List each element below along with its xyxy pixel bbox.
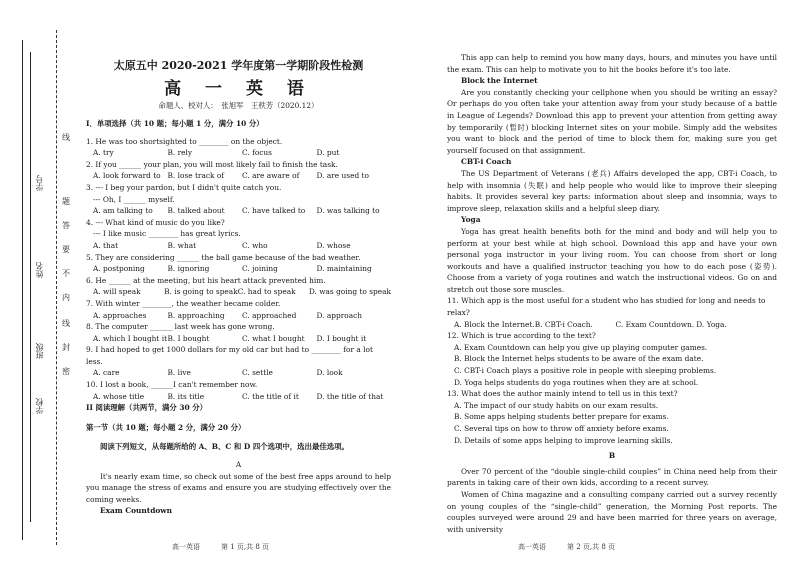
option: B. is going to speak — [164, 287, 238, 297]
right-column — [447, 52, 777, 535]
app-title-exam-countdown: Exam Countdown — [100, 506, 173, 516]
options-row — [86, 263, 391, 275]
option: C. joining — [242, 264, 278, 274]
option: B. Block the Internet helps students to be aware of the exam date. — [454, 354, 704, 364]
option: C. Exam Countdown. — [615, 319, 695, 329]
option: C. Several tips on how to throw off anxiety before exams. — [454, 424, 669, 433]
seal-char: 封 — [62, 343, 70, 352]
question-stem: 5. They are considering ______ the ball game because of the bad weather. — [86, 252, 361, 262]
option: C. who — [242, 240, 268, 250]
option: B. CBT-i Coach. — [534, 319, 593, 329]
app-title-block-internet: Block the Internet — [461, 76, 538, 86]
option: A. that — [93, 240, 119, 250]
seal-char: 题 — [62, 197, 70, 206]
option: A. will speak — [93, 287, 141, 297]
option: A. whose title — [93, 391, 145, 401]
left-column — [86, 0, 391, 517]
question-stem-line2: --- I like music ________ has great lyrics. — [93, 229, 241, 239]
option: D. was talking to — [316, 206, 380, 216]
option: D. I bought it — [316, 333, 367, 343]
part2-heading: II 阅读理解（共两节，满分 30 分） — [86, 403, 207, 413]
question-stem: 10. I lost a book, ______I can't remember now. — [86, 380, 258, 390]
question-stem: 7. With winter ________, the weather became colder. — [86, 298, 281, 308]
binding-margin — [0, 0, 75, 561]
option: B. Some apps helping students better prepare for exams. — [454, 412, 669, 422]
question-stem-line2: --- Oh, I ______ myself. — [93, 194, 175, 204]
page-footer-left: 高一英语 第 1 页,共 8 页 — [172, 543, 270, 551]
binding-rule — [22, 40, 23, 540]
option: C. what I bought — [242, 333, 305, 343]
option: B. its title — [167, 391, 205, 401]
option: A. look forward to — [93, 171, 161, 181]
question-stem: 11. Which app is the most useful for a student who has studied for long and needs to relax? — [447, 296, 766, 318]
seal-dashed-line — [56, 30, 57, 545]
app-title-cbt-coach: CBT-i Coach — [461, 157, 512, 167]
option: B. live — [167, 368, 191, 378]
option: D. approach — [316, 310, 363, 320]
option: B. I bought — [167, 333, 210, 343]
option: A. approaches — [93, 310, 147, 320]
options-row — [86, 333, 391, 345]
passage-label-a: A — [235, 460, 242, 470]
question-stem: 3. --- I beg your pardon, but I didn't quite catch you. — [86, 182, 282, 192]
question-stem: 8. The computer ______ last week has gone wrong. — [86, 322, 275, 332]
option: D. maintaining — [316, 264, 372, 274]
paragraph: This app can help to remind you how many days, hours, and minutes you have until the exam. This can help to motivate you to hit the books before it's too late. — [447, 53, 777, 74]
seal-char: 不 — [62, 269, 70, 278]
option: D. was going to speak — [308, 287, 391, 297]
school-label: 学校 — [35, 398, 44, 414]
option: A. Block the Internet. — [454, 319, 535, 329]
app-title-yoga: Yoga — [461, 215, 481, 225]
part1-heading: I．单项选择（共 10 题；每小题 1 分，满分 10 分） — [86, 119, 264, 128]
option: C. are aware of — [242, 171, 300, 181]
question-stem: 1. He was too shortsighted to ________ on the object. — [86, 136, 283, 146]
reading-instruction: 阅读下列短文，从每题所给的 A、B、C 和 D 四个选项中，选出最佳选项。 — [100, 442, 349, 452]
option: A. care — [93, 368, 120, 378]
option: D. are used to — [316, 171, 369, 181]
seal-char: 线 — [62, 133, 70, 142]
question-stem: 4. --- What kind of music do you like? — [86, 217, 225, 227]
question-stem: 9. I had hoped to get 1000 dollars for my old car but had to ________ for a lot less. — [86, 345, 373, 366]
option: B. what — [167, 240, 197, 250]
option: B. ignoring — [167, 264, 210, 274]
paragraph: Women of China magazine and a consulting company carried out a survey recently on young couples of the “single-child” generation, the Morning Post reports. The couples surveyed were around 29 and have been married for three years on average, with university — [447, 489, 777, 534]
option: D. Yoga. — [696, 319, 727, 329]
question-stem: 2. If you ______ your plan, you will most likely fail to finish the task. — [86, 159, 338, 169]
option: D. Details of some apps helping to improve learning skills. — [454, 435, 673, 445]
authors-line: 命题人、校对人： 张旭军 王秩芳（2020.12） — [158, 101, 319, 110]
option: A. try — [93, 148, 114, 158]
option: C. settle — [242, 368, 273, 378]
passage-a-intro: It's nearly exam time, so check out some of the best free apps around to help you manage the stress of exams and ensure you are studying effectively over the coming weeks. — [86, 471, 391, 504]
option: A. The impact of our study habits on our exam results. — [454, 400, 659, 410]
option: D. whose — [316, 240, 351, 250]
option: C. focus — [242, 148, 272, 158]
options-row — [86, 367, 391, 379]
binding-rule — [30, 52, 31, 522]
seal-char: 内 — [62, 293, 70, 302]
section1-heading: 第一节（共 10 题；每小题 2 分，满分 20 分） — [86, 422, 246, 432]
option: C. have talked to — [242, 206, 306, 216]
option: D. put — [316, 148, 340, 158]
page-footer-right: 高一英语 第 2 页,共 8 页 — [518, 543, 616, 551]
seal-char: 答 — [62, 221, 70, 230]
option: B. talked about — [167, 206, 225, 216]
seal-char: 线 — [62, 319, 70, 328]
name-label: 姓名 — [35, 262, 44, 278]
paragraph: The US Department of Veterans (老兵) Affairs developed the app, CBT-i Coach, to help with insomnia (失眠) and help people who would like to improve their sleeping habits. It provides several key parts: information about sleep and insomnia, ways to improve sleep, relaxation skills and a helpful sleep diary. — [447, 168, 777, 213]
passage-label-b: B — [608, 451, 616, 461]
option: C. approached — [242, 310, 297, 320]
option: D. look — [316, 368, 343, 378]
option: D. the title of that — [316, 391, 384, 401]
question-stem: 6. He ______ at the meeting, but his heart attack prevented him. — [86, 275, 326, 285]
option: B. lose track of — [167, 171, 225, 181]
options-row — [86, 310, 391, 322]
seal-char: 密 — [62, 367, 70, 376]
paragraph: Yoga has great health benefits both for the mind and body and will help you to perform at your best while at high school. Download this app and have your own personal yoga instructor in your living room. You can choose from short or long workouts and have a qualified instructor teaching you how to do each pose (姿势). Choose from a variety of yoga routines and watch the instructional videos. Go on and stretch out those sore muscles. — [447, 226, 777, 294]
option: A. am talking to — [93, 206, 153, 216]
option: A. which I bought it — [93, 333, 168, 343]
option: A. Exam Countdown can help you give up playing computer games. — [454, 342, 708, 352]
option: C. the title of it — [242, 391, 299, 401]
exam-title: 太原五中 2020-2021 学年度第一学期阶段性检测 — [113, 59, 364, 72]
option: B. rely — [167, 148, 193, 158]
question-stem: 12. Which is true according to the text? — [447, 331, 596, 341]
option: D. Yoga helps students do yoga routines when they are at school. — [454, 377, 699, 387]
options-row — [86, 240, 391, 252]
student-id-label: 学号 — [35, 175, 44, 191]
options-row — [86, 170, 391, 182]
options-row — [86, 147, 391, 159]
option: B. approaching — [167, 310, 225, 320]
option: A. postponing — [93, 264, 145, 274]
option: C. had to speak — [237, 287, 296, 297]
options-row — [86, 391, 391, 403]
options-row — [86, 205, 391, 217]
options-row — [447, 319, 777, 331]
subject-title: 高 一 英 语 — [164, 79, 313, 99]
paragraph: Are you constantly checking your cellphone when you should be writing an essay? Or perhaps do you often take your attention away from your study because of a battle in League of Legends? Download this app to prevent your attention from getting away by temporarily (暂时) blocking Internet sites on your mobile. Simply add the websites you want to block and the period of time to block them for, making sure you get yourself focused on that assignment. — [447, 87, 777, 155]
question-stem: 13. What does the author mainly intend to tell us in this text? — [447, 389, 678, 399]
class-label: 班级 — [35, 343, 44, 359]
option: C. CBT-i Coach plays a positive role in people with sleeping problems. — [454, 366, 717, 376]
seal-char: 要 — [62, 245, 70, 254]
paragraph: Over 70 percent of the “double single-child couples” in China need help from their parents in taking care of their own kids, according to a recent survey. — [447, 466, 777, 488]
options-row — [86, 286, 391, 298]
